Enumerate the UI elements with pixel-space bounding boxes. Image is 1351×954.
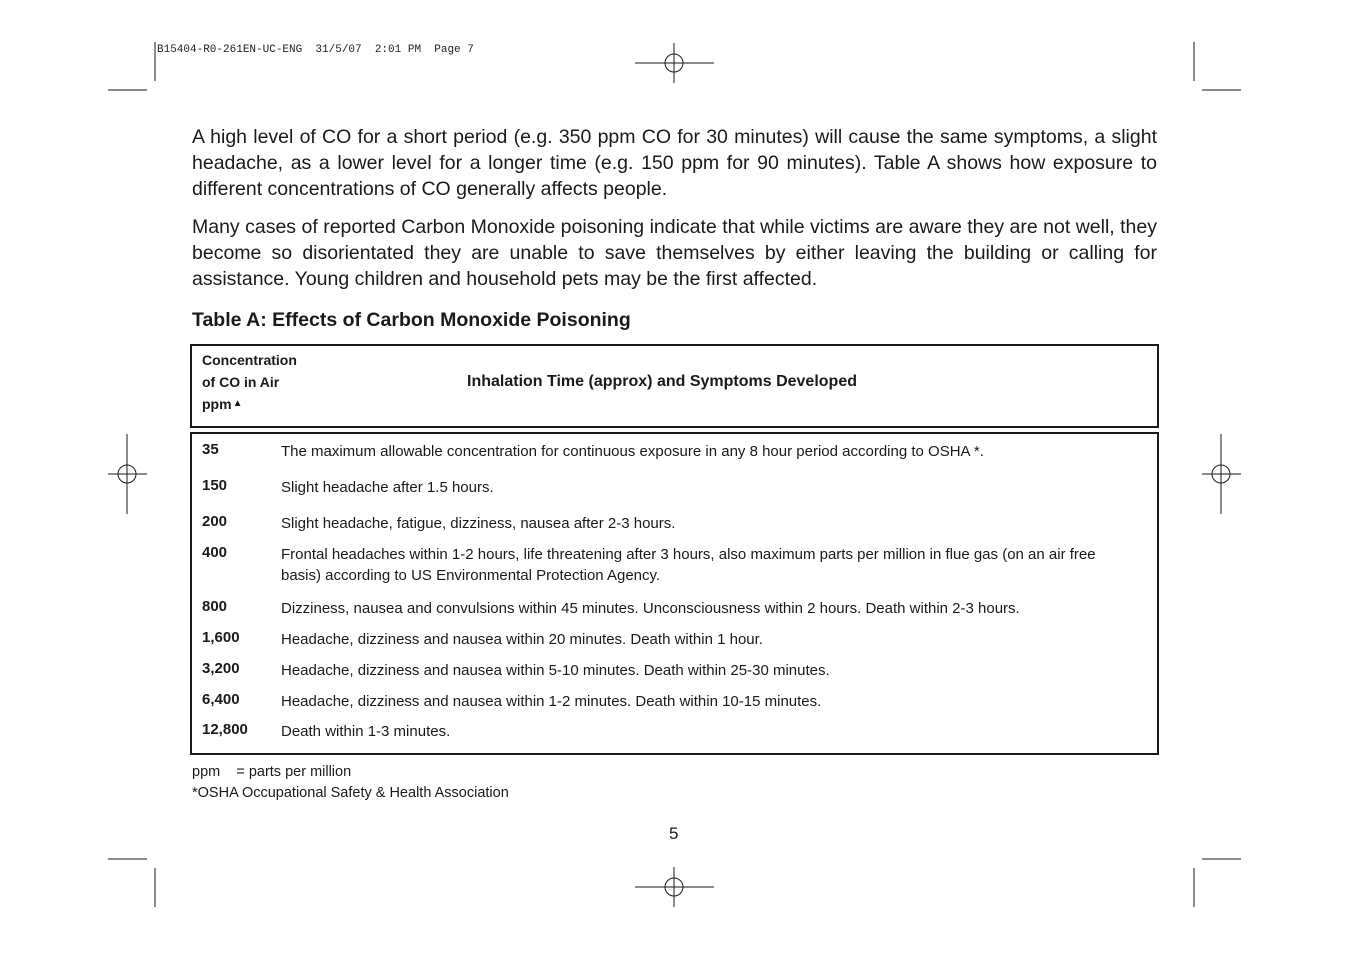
table-title: Table A: Effects of Carbon Monoxide Poisoning (192, 309, 631, 331)
symptoms-text: Headache, dizziness and nausea within 20 minutes. Death within 1 hour. (281, 631, 763, 648)
ppm-value: 400 (202, 544, 228, 561)
symptoms-text: Headache, dizziness and nausea within 5-10 minutes. Death within 25-30 minutes. (281, 662, 830, 679)
footnote-osha: *OSHA Occupational Safety & Health Association (192, 785, 509, 801)
print-slug: B15404-R0-261EN-UC-ENG 31/5/07 2:01 PM Page 7 (157, 44, 474, 56)
symptoms-text: Slight headache, fatigue, dizziness, nausea after 2-3 hours. (281, 515, 676, 532)
symptoms-text: Dizziness, nausea and convulsions within 45 minutes. Unconsciousness within 2 hours. Death within 2-3 hours. (281, 600, 1020, 617)
symptoms-text: Slight headache after 1.5 hours. (281, 479, 494, 496)
ppm-value: 150 (202, 477, 228, 494)
symptoms-text: Death within 1-3 minutes. (281, 723, 451, 740)
concentration-header-line1: Concentration (202, 352, 297, 368)
footnote-ppm: ppm = parts per million (192, 764, 352, 780)
ppm-value: 800 (202, 598, 228, 615)
ppm-value: 12,800 (202, 721, 248, 738)
warning-paragraph: Many cases of reported Carbon Monoxide poisoning indicate that while victims are aware they are not well, they become so disorientated they are unable to save themselves by either leaving the building or calling for assistance. Young children and household pets may be the first affected. (192, 216, 1157, 290)
table-body (190, 432, 1159, 755)
intro-paragraph: A high level of CO for a short period (e.g. 350 ppm CO for 30 minutes) will cause the same symptoms, a slight headache, as a lower level for a longer time (e.g. 150 ppm for 90 minutes). Table A shows how exposure to different concentrations of CO generally affects people. (192, 126, 1157, 200)
ppm-value: 6,400 (202, 691, 240, 708)
symptoms-header: Inhalation Time (approx) and Symptoms Developed (467, 373, 857, 390)
table-header (190, 344, 1159, 428)
concentration-header (202, 349, 297, 418)
symptoms-text: Frontal headaches within 1-2 hours, life threatening after 3 hours, also maximum parts per million in flue gas (on an air free basis) according to US Environmental Protection Agency. (281, 546, 1096, 584)
symptoms-text: The maximum allowable concentration for continuous exposure in any 8 hour period according to OSHA *. (281, 443, 984, 460)
registration-mark-top (635, 43, 714, 83)
page-number: 5 (669, 824, 679, 843)
ppm-value: 3,200 (202, 660, 240, 677)
registration-mark-right (1202, 434, 1241, 514)
ppm-value: 200 (202, 513, 228, 530)
triangle-up-icon: ▲ (232, 398, 243, 409)
registration-mark-bottom (635, 867, 714, 907)
registration-mark-left (108, 434, 147, 514)
concentration-header-line2: of CO in Air (202, 374, 280, 390)
ppm-value: 1,600 (202, 629, 240, 646)
symptoms-text: Headache, dizziness and nausea within 1-2 minutes. Death within 10-15 minutes. (281, 693, 822, 710)
ppm-value: 35 (202, 441, 219, 458)
concentration-header-line3: ppm (202, 396, 232, 412)
